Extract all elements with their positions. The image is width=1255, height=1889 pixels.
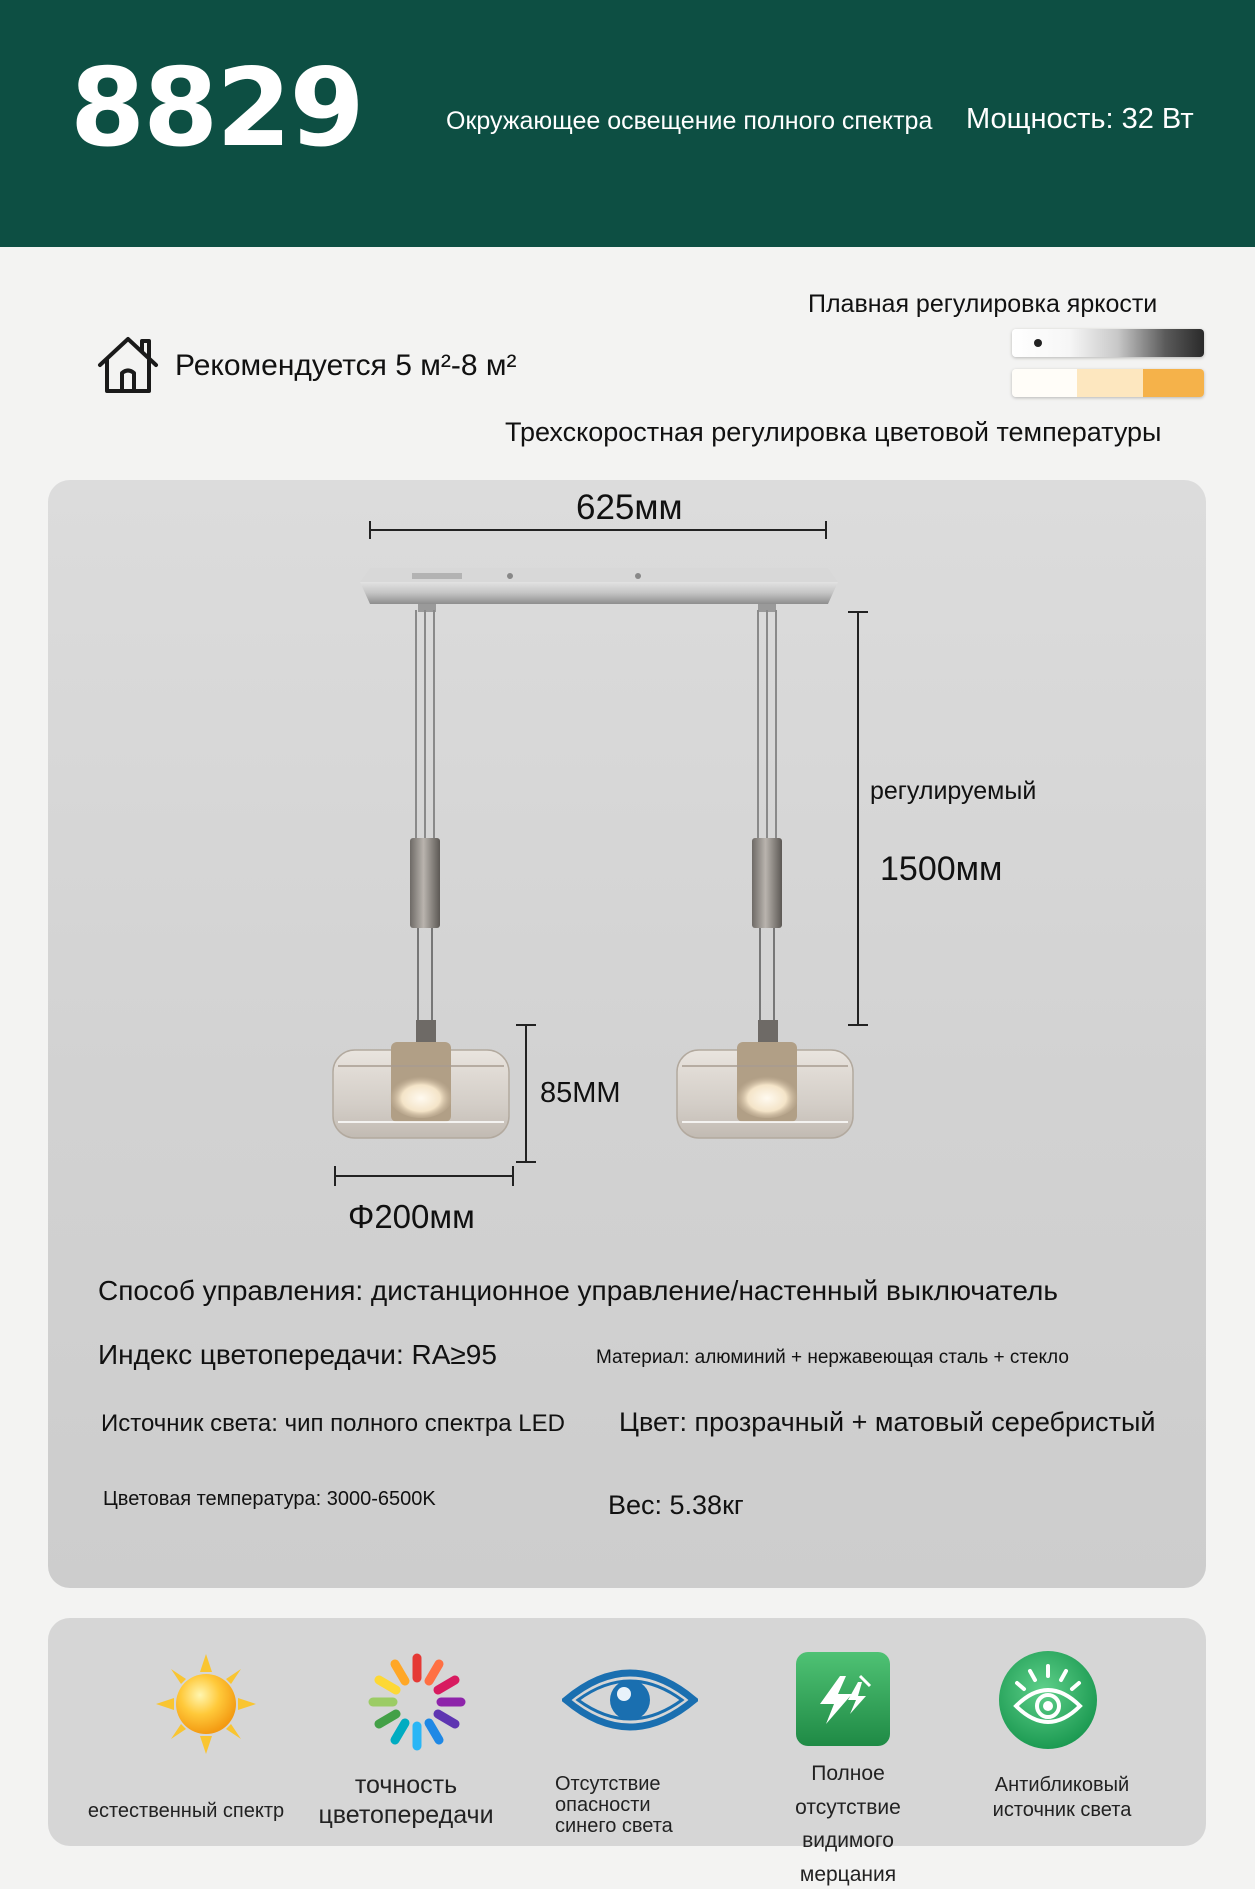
brightness-dimming-label: Плавная регулировка яркости: [808, 290, 1158, 318]
diameter-value: Φ200мм: [348, 1198, 475, 1235]
spec-weight: Вес: 5.38кг: [608, 1490, 744, 1520]
lightning-icon: [796, 1652, 890, 1746]
spec-color-temperature: Цветовая температура: 3000-6500K: [103, 1488, 436, 1510]
left-pendant: [333, 610, 509, 1138]
temperature-segment-cool: [1012, 369, 1077, 397]
spec-material: Материал: алюминий + нержавеющая сталь + стекло: [596, 1347, 1069, 1368]
anti-glare-eye-icon: [998, 1650, 1098, 1750]
feature-label-color-rendering: точность цветопередачи: [318, 1771, 494, 1829]
feature-label-no-blue-light: Отсутствие опасности синего света: [555, 1773, 673, 1837]
recommended-area: Рекомендуется 5 м²-8 м²: [175, 349, 517, 382]
ceiling-rail: [360, 568, 838, 612]
brightness-dot: [1034, 339, 1042, 347]
height-value: 1500мм: [880, 850, 1003, 888]
temperature-segment-warm: [1143, 369, 1204, 397]
color-wheel-icon: [365, 1650, 469, 1754]
feature-label-natural-spectrum: естественный спектр: [87, 1800, 285, 1822]
diameter-dimension-line: [335, 1166, 513, 1186]
spec-control: Способ управления: дистанционное управление/настенный выключатель: [98, 1275, 1058, 1306]
lamp-drawing: [48, 480, 1206, 1260]
shade-height-value: 85ММ: [540, 1077, 621, 1109]
width-value: 625мм: [576, 488, 683, 527]
feature-label-anti-glare: Антибликовый источник света: [992, 1774, 1132, 1821]
right-pendant: [677, 610, 853, 1138]
spec-cri: Индекс цветопередачи: RA≥95: [98, 1339, 497, 1370]
model-number: 8829: [70, 46, 363, 171]
color-temperature-label: Трехскоростная регулировка цветовой температуры: [505, 417, 1162, 447]
house-icon: [96, 333, 160, 395]
temperature-segment-neutral: [1077, 369, 1142, 397]
power-rating: Мощность: 32 Вт: [966, 103, 1194, 135]
header-subtitle: Окружающее освещение полного спектра: [446, 107, 933, 135]
spec-color: Цвет: прозрачный + матовый серебристый: [619, 1407, 1156, 1437]
spec-light-source: Источник света: чип полного спектра LED: [101, 1410, 565, 1437]
shade-height-dimension-line: [516, 1025, 536, 1162]
sun-icon: [154, 1652, 258, 1756]
color-temperature-bar: [1012, 369, 1204, 397]
adjustable-label: регулируемый: [870, 777, 1037, 805]
eye-icon: [562, 1660, 698, 1740]
height-dimension-line: [848, 612, 868, 1025]
feature-label-no-flicker: Полное отсутствие видимого мерцания: [795, 1762, 901, 1886]
